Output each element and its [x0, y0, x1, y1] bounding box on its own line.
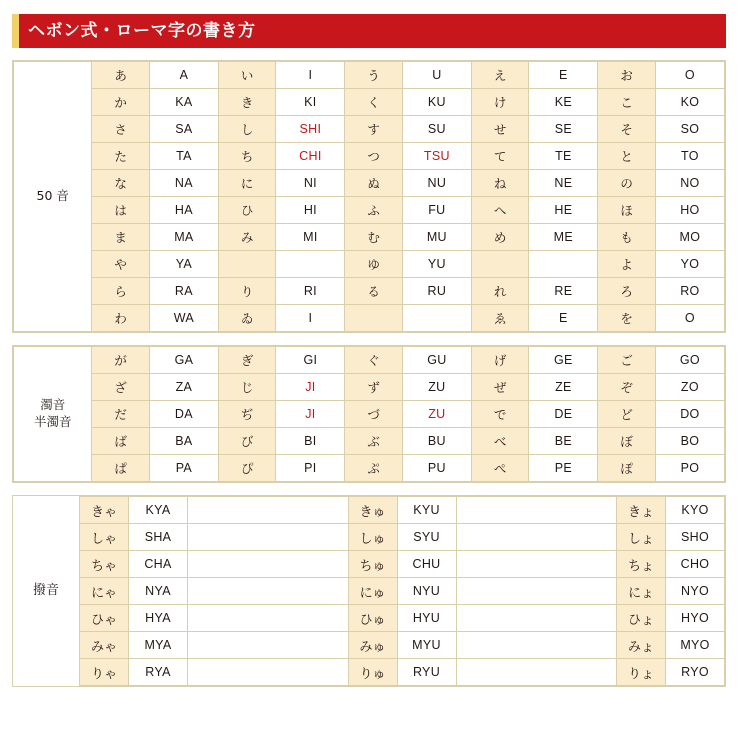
kana-cell: と	[598, 143, 655, 170]
romaji-cell: CHA	[129, 551, 188, 578]
romaji-cell: TA	[149, 143, 218, 170]
kana-cell: ち	[218, 143, 275, 170]
table-row	[13, 578, 725, 605]
romaji-cell: GO	[655, 347, 724, 374]
spacer-cell	[456, 605, 617, 632]
romaji-cell: MU	[402, 224, 471, 251]
table-row	[14, 224, 725, 251]
kana-cell: け	[471, 89, 528, 116]
kana-cell: ゆ	[345, 251, 402, 278]
romaji-cell: RA	[149, 278, 218, 305]
romaji-cell: O	[655, 305, 724, 332]
romaji-cell: SHI	[276, 116, 345, 143]
romaji-cell: E	[529, 305, 598, 332]
romaji-cell: MYU	[397, 632, 456, 659]
kana-cell: ぼ	[598, 428, 655, 455]
romaji-cell: HYU	[397, 605, 456, 632]
kana-cell: ぷ	[345, 455, 402, 482]
romaji-cell: DA	[149, 401, 218, 428]
kana-cell: きょ	[617, 497, 666, 524]
spacer-cell	[188, 605, 349, 632]
spacer-cell	[188, 659, 349, 686]
table-row	[14, 89, 725, 116]
table-row	[14, 305, 725, 332]
romaji-cell: NI	[276, 170, 345, 197]
kana-cell: れ	[471, 278, 528, 305]
kana-cell: ご	[598, 347, 655, 374]
row-group-label-line2: 半濁音	[33, 414, 72, 429]
table-row	[14, 143, 725, 170]
kana-cell: りゃ	[80, 659, 129, 686]
kana-cell: みゃ	[80, 632, 129, 659]
romaji-cell: NU	[402, 170, 471, 197]
youon-table	[13, 496, 725, 686]
kana-cell: しょ	[617, 524, 666, 551]
romaji-cell: HA	[149, 197, 218, 224]
kana-cell: きゅ	[348, 497, 397, 524]
kana-cell: も	[598, 224, 655, 251]
kana-cell: ぴ	[218, 455, 275, 482]
kana-cell: にゃ	[80, 578, 129, 605]
romaji-cell: RU	[402, 278, 471, 305]
kana-cell: にょ	[617, 578, 666, 605]
kana-cell: が	[92, 347, 149, 374]
kana-cell: ぽ	[598, 455, 655, 482]
table-row	[13, 524, 725, 551]
romaji-cell: BU	[402, 428, 471, 455]
kana-cell: み	[218, 224, 275, 251]
kana-cell: あ	[92, 62, 149, 89]
romaji-cell: U	[402, 62, 471, 89]
romaji-cell: NE	[529, 170, 598, 197]
kana-cell: か	[92, 89, 149, 116]
kana-cell: ちゅ	[348, 551, 397, 578]
kana-cell: て	[471, 143, 528, 170]
kana-cell: く	[345, 89, 402, 116]
kana-cell	[218, 251, 275, 278]
romaji-cell: FU	[402, 197, 471, 224]
kana-cell: び	[218, 428, 275, 455]
romaji-cell: CHU	[397, 551, 456, 578]
kana-cell: ぎ	[218, 347, 275, 374]
kana-cell: つ	[345, 143, 402, 170]
kana-cell: ひ	[218, 197, 275, 224]
romaji-cell: KE	[529, 89, 598, 116]
romaji-cell: PI	[276, 455, 345, 482]
kana-cell: を	[598, 305, 655, 332]
romaji-cell: YO	[655, 251, 724, 278]
romaji-cell: NO	[655, 170, 724, 197]
kana-cell: ひゃ	[80, 605, 129, 632]
romaji-cell: HYA	[129, 605, 188, 632]
table-row	[13, 659, 725, 686]
row-group-label-gojuon: 50 音	[14, 62, 92, 332]
romaji-cell: RO	[655, 278, 724, 305]
spacer-cell	[188, 524, 349, 551]
table-row	[13, 632, 725, 659]
romaji-cell: BO	[655, 428, 724, 455]
spacer-cell	[456, 632, 617, 659]
romaji-cell: SYU	[397, 524, 456, 551]
romaji-cell: PO	[655, 455, 724, 482]
row-group-label-line1: 濁音	[40, 397, 66, 413]
romaji-cell: O	[655, 62, 724, 89]
kana-cell: ぶ	[345, 428, 402, 455]
gojuon-table	[13, 61, 725, 332]
kana-cell: ば	[92, 428, 149, 455]
dakuon-table	[13, 346, 725, 482]
kana-cell: お	[598, 62, 655, 89]
page-title: ヘボン式・ローマ字の書き方	[28, 21, 256, 41]
romaji-cell: HI	[276, 197, 345, 224]
kana-cell: よ	[598, 251, 655, 278]
romaji-cell: HE	[529, 197, 598, 224]
kana-cell: ぬ	[345, 170, 402, 197]
kana-cell: な	[92, 170, 149, 197]
spacer-cell	[456, 659, 617, 686]
kana-cell: す	[345, 116, 402, 143]
romaji-cell: ME	[529, 224, 598, 251]
kana-cell: は	[92, 197, 149, 224]
kana-cell: の	[598, 170, 655, 197]
kana-cell: そ	[598, 116, 655, 143]
romaji-cell: GE	[529, 347, 598, 374]
romaji-cell: RE	[529, 278, 598, 305]
gojuon-block	[12, 60, 726, 333]
romaji-cell: JI	[276, 401, 345, 428]
table-row	[14, 170, 725, 197]
kana-cell: へ	[471, 197, 528, 224]
romaji-cell: SE	[529, 116, 598, 143]
dakuon-block	[12, 345, 726, 483]
kana-cell: だ	[92, 401, 149, 428]
kana-cell: ざ	[92, 374, 149, 401]
kana-cell: わ	[92, 305, 149, 332]
spacer-cell	[456, 551, 617, 578]
kana-cell: みょ	[617, 632, 666, 659]
kana-cell: ぐ	[345, 347, 402, 374]
romaji-cell: I	[276, 305, 345, 332]
kana-cell: こ	[598, 89, 655, 116]
romaji-cell: BA	[149, 428, 218, 455]
romaji-cell: SO	[655, 116, 724, 143]
kana-cell: ど	[598, 401, 655, 428]
romaji-cell: DE	[529, 401, 598, 428]
romaji-cell	[402, 305, 471, 332]
romaji-cell: TO	[655, 143, 724, 170]
spacer-cell	[188, 632, 349, 659]
romaji-cell: RYA	[129, 659, 188, 686]
spacer-cell	[188, 578, 349, 605]
romaji-cell: MI	[276, 224, 345, 251]
table-row	[13, 551, 725, 578]
romaji-cell: MA	[149, 224, 218, 251]
table-row	[14, 278, 725, 305]
kana-cell: さ	[92, 116, 149, 143]
kana-cell: げ	[471, 347, 528, 374]
kana-cell: みゅ	[348, 632, 397, 659]
table-row	[14, 401, 725, 428]
kana-cell: ゑ	[471, 305, 528, 332]
romaji-cell: TSU	[402, 143, 471, 170]
kana-cell: ま	[92, 224, 149, 251]
kana-cell: き	[218, 89, 275, 116]
table-row	[14, 62, 725, 89]
romaji-cell: RYU	[397, 659, 456, 686]
kana-cell: ぢ	[218, 401, 275, 428]
romaji-cell: I	[276, 62, 345, 89]
table-row	[13, 605, 725, 632]
romaji-cell: KI	[276, 89, 345, 116]
kana-cell: る	[345, 278, 402, 305]
romaji-cell: KYU	[397, 497, 456, 524]
romaji-cell: KU	[402, 89, 471, 116]
kana-cell: ね	[471, 170, 528, 197]
kana-cell: む	[345, 224, 402, 251]
romaji-cell: YU	[402, 251, 471, 278]
kana-cell: ほ	[598, 197, 655, 224]
romaji-cell: GA	[149, 347, 218, 374]
kana-cell: きゃ	[80, 497, 129, 524]
romaji-cell: WA	[149, 305, 218, 332]
romaji-cell: DO	[655, 401, 724, 428]
kana-cell: に	[218, 170, 275, 197]
kana-cell: い	[218, 62, 275, 89]
kana-cell: で	[471, 401, 528, 428]
romaji-cell: YA	[149, 251, 218, 278]
romaji-cell: KYO	[666, 497, 725, 524]
kana-cell: じ	[218, 374, 275, 401]
kana-cell	[345, 305, 402, 332]
kana-cell: ら	[92, 278, 149, 305]
romaji-cell: ZU	[402, 401, 471, 428]
kana-cell: り	[218, 278, 275, 305]
kana-cell: ひゅ	[348, 605, 397, 632]
romaji-cell: KO	[655, 89, 724, 116]
romaji-cell: JI	[276, 374, 345, 401]
romaji-cell: HO	[655, 197, 724, 224]
romaji-cell: BE	[529, 428, 598, 455]
romaji-cell: PA	[149, 455, 218, 482]
table-row	[14, 197, 725, 224]
romaji-cell: NYO	[666, 578, 725, 605]
spacer-cell	[456, 497, 617, 524]
youon-block	[12, 495, 726, 687]
romaji-chart-page	[0, 14, 738, 752]
kana-cell: ず	[345, 374, 402, 401]
romaji-cell: MYA	[129, 632, 188, 659]
romaji-cell: RYO	[666, 659, 725, 686]
romaji-cell: CHI	[276, 143, 345, 170]
kana-cell: ひょ	[617, 605, 666, 632]
romaji-cell: NYA	[129, 578, 188, 605]
romaji-cell: SHO	[666, 524, 725, 551]
romaji-cell: CHO	[666, 551, 725, 578]
kana-cell: ちょ	[617, 551, 666, 578]
romaji-cell: E	[529, 62, 598, 89]
kana-cell: ふ	[345, 197, 402, 224]
kana-cell: づ	[345, 401, 402, 428]
kana-cell: ちゃ	[80, 551, 129, 578]
kana-cell: め	[471, 224, 528, 251]
kana-cell: りょ	[617, 659, 666, 686]
kana-cell: せ	[471, 116, 528, 143]
kana-cell: しゃ	[80, 524, 129, 551]
romaji-cell: A	[149, 62, 218, 89]
romaji-cell: PU	[402, 455, 471, 482]
romaji-cell: RI	[276, 278, 345, 305]
romaji-cell: NYU	[397, 578, 456, 605]
page-header	[12, 14, 726, 48]
romaji-cell: ZO	[655, 374, 724, 401]
table-row	[13, 497, 725, 524]
romaji-cell: ZE	[529, 374, 598, 401]
kana-cell: ぜ	[471, 374, 528, 401]
kana-cell	[471, 251, 528, 278]
table-row	[14, 374, 725, 401]
romaji-cell: GU	[402, 347, 471, 374]
romaji-cell: SU	[402, 116, 471, 143]
romaji-cell: PE	[529, 455, 598, 482]
kana-cell: や	[92, 251, 149, 278]
table-row	[14, 455, 725, 482]
romaji-cell: SA	[149, 116, 218, 143]
romaji-cell: SHA	[129, 524, 188, 551]
romaji-cell: BI	[276, 428, 345, 455]
romaji-cell	[529, 251, 598, 278]
romaji-cell: TE	[529, 143, 598, 170]
romaji-cell: HYO	[666, 605, 725, 632]
row-group-label-dakuon	[14, 347, 92, 482]
kana-cell: ゐ	[218, 305, 275, 332]
spacer-cell	[456, 524, 617, 551]
romaji-cell: KA	[149, 89, 218, 116]
romaji-cell: KYA	[129, 497, 188, 524]
kana-cell: にゅ	[348, 578, 397, 605]
kana-cell: し	[218, 116, 275, 143]
table-row	[14, 251, 725, 278]
kana-cell: りゅ	[348, 659, 397, 686]
table-row	[14, 347, 725, 374]
romaji-cell: MYO	[666, 632, 725, 659]
romaji-cell: MO	[655, 224, 724, 251]
spacer-cell	[188, 551, 349, 578]
kana-cell: べ	[471, 428, 528, 455]
romaji-cell: GI	[276, 347, 345, 374]
kana-cell: う	[345, 62, 402, 89]
romaji-cell	[276, 251, 345, 278]
kana-cell: ぺ	[471, 455, 528, 482]
kana-cell: え	[471, 62, 528, 89]
kana-cell: ぱ	[92, 455, 149, 482]
kana-cell: た	[92, 143, 149, 170]
spacer-cell	[456, 578, 617, 605]
romaji-cell: ZA	[149, 374, 218, 401]
spacer-cell	[188, 497, 349, 524]
header-accent-bar	[12, 14, 19, 48]
table-row	[14, 428, 725, 455]
kana-cell: ろ	[598, 278, 655, 305]
row-group-label-youon: 撥音	[13, 497, 80, 686]
kana-cell: ぞ	[598, 374, 655, 401]
romaji-cell: NA	[149, 170, 218, 197]
romaji-cell: ZU	[402, 374, 471, 401]
table-row	[14, 116, 725, 143]
kana-cell: しゅ	[348, 524, 397, 551]
